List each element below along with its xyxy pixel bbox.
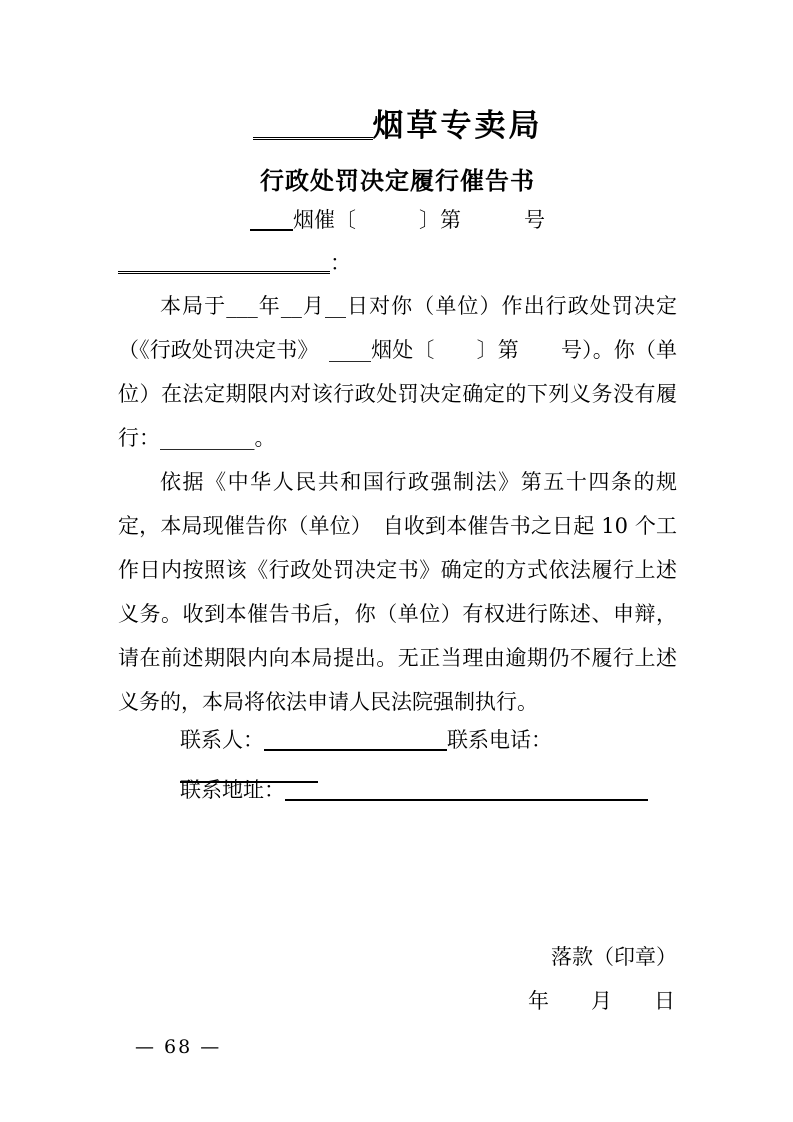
- document-number-line: [118, 206, 677, 234]
- seal-line: 落款（印章）: [551, 945, 677, 969]
- date-line: 年 月 日: [528, 989, 675, 1013]
- contact-person-label: 联系人：: [180, 728, 264, 752]
- paragraph-penalty-decision: 本局于___年__月__日对你（单位）作出行政处罚决定（《行政处罚决定书》 ____烟处〔 〕第 号）。你（单位）在法定期限内对该行政处罚决定确定的下列义务没有履行：_________。: [118, 294, 677, 450]
- addressee-name-blank-field[interactable]: [118, 257, 330, 274]
- paragraph-legal-basis: 依据《中华人民共和国行政强制法》第五十四条的规定，本局现催告你（单位） 自收到本催告书之日起 10 个工作日内按照该《行政处罚决定书》确定的方式依法履行上述义务。收到本催告书后，你（单位）有权进行陈述、申辩，请在前述期限内向本局提出。无正当理由逾期仍不履行上述义务的，本局将依法申请人民法院强制执行。: [118, 470, 677, 714]
- addressee-colon: ：: [330, 251, 351, 275]
- agency-title: 烟草专卖局: [372, 108, 543, 144]
- page-number: — 68 —: [135, 1036, 222, 1058]
- document-title: 行政处罚决定履行催告书: [260, 167, 535, 195]
- addressee-line: [118, 248, 677, 278]
- contact-phone-label: 联系电话：: [447, 728, 552, 752]
- contact-address-line: [180, 774, 677, 806]
- signature-block: [118, 942, 677, 1016]
- agency-title-line: [118, 106, 677, 146]
- contact-address-blank-field[interactable]: [285, 785, 648, 801]
- contact-address-label: 联系地址：: [180, 778, 285, 802]
- agency-name-blank-field[interactable]: [253, 123, 373, 140]
- document-number-prefix-blank-field[interactable]: [250, 215, 293, 231]
- contact-person-blank-field[interactable]: [264, 735, 447, 751]
- contact-person-phone-line: [180, 724, 677, 756]
- document-number-text: 烟催〔 〕第 号: [293, 208, 545, 232]
